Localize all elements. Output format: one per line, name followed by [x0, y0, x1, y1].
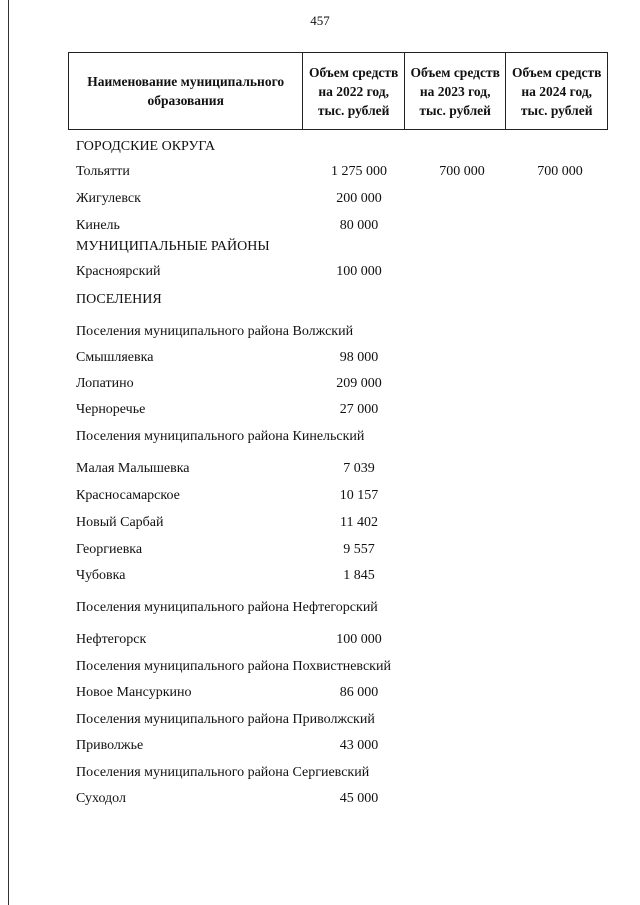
table-row [0, 789, 640, 809]
municipality-name: Чубовка [76, 568, 126, 583]
table-row [0, 189, 640, 209]
table-row [0, 540, 640, 560]
amount-2022: 43 000 [339, 738, 379, 753]
municipality-name: Красноярский [76, 264, 161, 279]
municipality-name: Малая Малышевка [76, 461, 190, 476]
header-municipality: Наименование муниципального образования [69, 53, 303, 130]
table-row [0, 400, 640, 420]
table-row [0, 237, 640, 257]
table-row [0, 486, 640, 506]
table-row [0, 763, 640, 783]
amount-2023: 700 000 [439, 164, 485, 179]
table-row [0, 290, 640, 310]
table-row [0, 262, 640, 282]
municipality-name: Поселения муниципального района Похвистневский [76, 659, 391, 674]
amount-2022: 45 000 [339, 791, 379, 806]
municipality-name: Новый Сарбай [76, 515, 164, 530]
municipality-name: Приволжье [76, 738, 144, 753]
amount-2022: 86 000 [339, 685, 379, 700]
amount-2022: 209 000 [336, 376, 382, 391]
amount-2024: 700 000 [537, 164, 583, 179]
amount-2022: 7 039 [343, 461, 375, 476]
amount-2022: 98 000 [339, 350, 379, 365]
municipality-name: Георгиевка [76, 542, 143, 557]
table-row [0, 216, 640, 236]
amount-2022: 200 000 [336, 191, 382, 206]
table-row [0, 459, 640, 479]
table-row [0, 683, 640, 703]
table-row [0, 137, 640, 157]
municipality-name: Смышляевка [76, 350, 154, 365]
municipality-name: Суходол [76, 791, 126, 806]
table-row [0, 710, 640, 730]
amount-2022: 1 845 [343, 568, 375, 583]
amount-2022: 100 000 [336, 632, 382, 647]
municipality-name: Тольятти [76, 164, 130, 179]
table-row [0, 162, 640, 182]
municipality-name: Кинель [76, 218, 120, 233]
table-row [0, 348, 640, 368]
table-row [0, 736, 640, 756]
table-row [0, 513, 640, 533]
table-row [0, 427, 640, 447]
amount-2022: 100 000 [336, 264, 382, 279]
municipality-name: ПОСЕЛЕНИЯ [76, 292, 162, 307]
municipality-name: Поселения муниципального района Приволжский [76, 712, 375, 727]
header-2023: Объем средств на 2023 год, тыс. рублей [404, 53, 506, 130]
municipality-name: Жигулевск [76, 191, 141, 206]
table-row [0, 598, 640, 618]
municipality-name: Нефтегорск [76, 632, 147, 647]
municipality-name: МУНИЦИПАЛЬНЫЕ РАЙОНЫ [76, 239, 270, 254]
page-number: 457 [310, 13, 330, 28]
municipality-name: Красносамарское [76, 488, 180, 503]
table-row [0, 630, 640, 650]
municipality-name: Черноречье [76, 402, 146, 417]
table-row [0, 566, 640, 586]
table-row [0, 657, 640, 677]
header-2022: Объем средств на 2022 год, тыс. рублей [303, 53, 405, 130]
table-row [0, 374, 640, 394]
amount-2022: 10 157 [339, 488, 379, 503]
amount-2022: 80 000 [339, 218, 379, 233]
municipality-name: Поселения муниципального района Кинельский [76, 429, 365, 444]
table-row [0, 322, 640, 342]
municipality-name: Поселения муниципального района Нефтегорский [76, 600, 378, 615]
amount-2022: 27 000 [339, 402, 379, 417]
amount-2022: 9 557 [343, 542, 375, 557]
header-2024: Объем средств на 2024 год, тыс. рублей [506, 53, 608, 130]
municipality-name: Поселения муниципального района Сергиевский [76, 765, 370, 780]
municipality-name: Новое Мансуркино [76, 685, 192, 700]
amount-2022: 11 402 [340, 515, 378, 530]
municipality-name: Лопатино [76, 376, 134, 391]
municipality-name: ГОРОДСКИЕ ОКРУГА [76, 139, 216, 154]
municipality-name: Поселения муниципального района Волжский [76, 324, 354, 339]
amount-2022: 1 275 000 [331, 164, 387, 179]
